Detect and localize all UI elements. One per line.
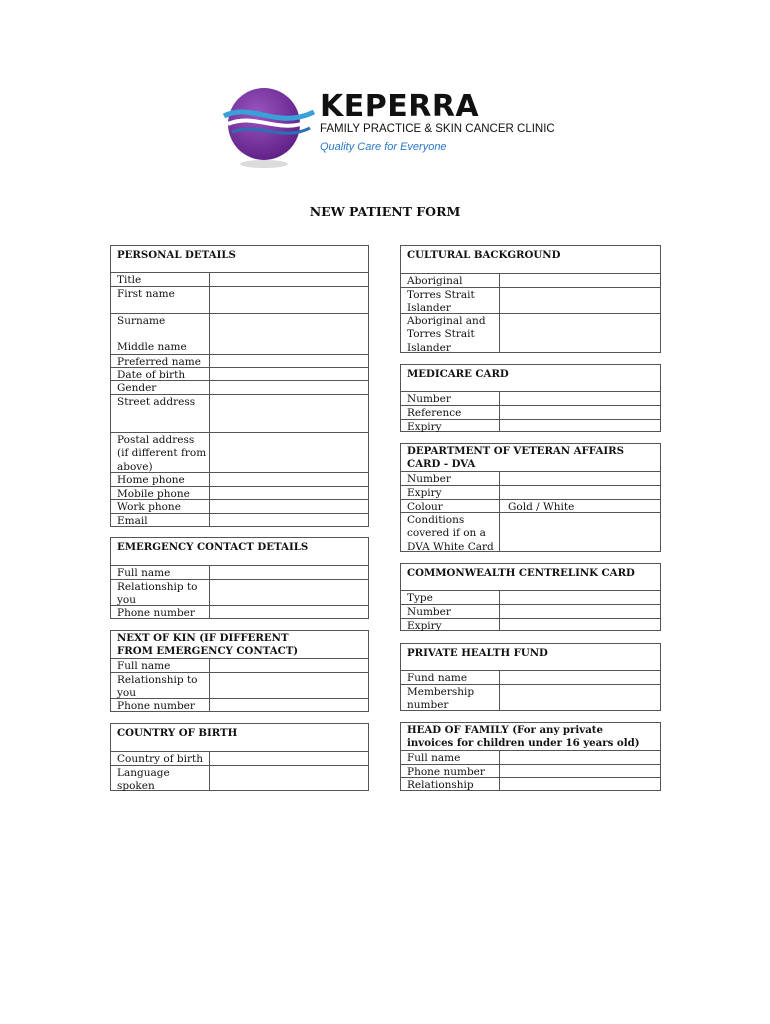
section-heading: HEAD OF FAMILY (For any private invoices for children under 16 years old): [407, 724, 640, 749]
country-of-birth-section: [110, 723, 369, 791]
field-aboriginal-and-torres: Aboriginal and Torres Strait Islander: [401, 313, 660, 353]
centrelink-number-input[interactable]: [499, 605, 660, 618]
field-medicare-expiry: Expiry: [401, 419, 660, 432]
form-title: NEW PATIENT FORM: [309, 204, 461, 219]
country-of-birth-input[interactable]: [209, 752, 368, 765]
street-address-input[interactable]: [209, 395, 368, 432]
clinic-tagline: Quality Care for Everyone: [320, 141, 447, 153]
field-surname: Surname: [111, 313, 368, 340]
field-first-name: First name: [111, 286, 368, 313]
emergency-full-name-input[interactable]: [209, 566, 368, 579]
section-heading: EMERGENCY CONTACT DETAILS: [117, 541, 309, 553]
field-membership-number: Membership number: [401, 684, 660, 711]
dva-colour-input[interactable]: [499, 500, 660, 512]
fund-name-input[interactable]: [499, 671, 660, 684]
section-heading: NEXT OF KIN (IF DIFFERENT FROM EMERGENCY CONTACT): [117, 632, 299, 657]
surname-input[interactable]: [209, 314, 368, 340]
section-heading: PERSONAL DETAILS: [117, 249, 236, 261]
field-hof-phone: Phone number: [401, 764, 660, 777]
clinic-subtitle: FAMILY PRACTICE & SKIN CANCER CLINIC: [320, 123, 555, 135]
next-of-kin-section: [110, 630, 369, 712]
torres-strait-input[interactable]: [499, 288, 660, 313]
first-name-input[interactable]: [209, 287, 368, 313]
clinic-name: KEPERRA: [320, 89, 480, 124]
field-aboriginal: Aboriginal: [401, 273, 660, 287]
field-dva-conditions: Conditions covered if on a DVA White Card: [401, 512, 660, 552]
aboriginal-and-torres-input[interactable]: [499, 314, 660, 353]
cultural-background-section: [400, 245, 661, 353]
section-heading: COMMONWEALTH CENTRELINK CARD: [407, 567, 635, 579]
emergency-relationship-input[interactable]: [209, 580, 368, 605]
field-postal-address: Postal address (if different from above): [111, 432, 368, 472]
hof-relationship-input[interactable]: [499, 778, 660, 791]
section-heading: COUNTRY OF BIRTH: [117, 727, 238, 739]
field-medicare-reference: Reference: [401, 405, 660, 419]
field-torres-strait: Torres Strait Islander: [401, 287, 660, 313]
medicare-reference-input[interactable]: [499, 406, 660, 419]
nok-full-name-input[interactable]: [209, 659, 368, 672]
field-street-address: Street address: [111, 394, 368, 432]
middle-name-input[interactable]: [209, 340, 368, 354]
language-input[interactable]: [209, 766, 368, 791]
email-input[interactable]: [209, 514, 368, 527]
preferred-name-input[interactable]: [209, 355, 368, 367]
medicare-expiry-input[interactable]: [499, 420, 660, 432]
dob-input[interactable]: [209, 368, 368, 380]
gender-input[interactable]: [209, 381, 368, 394]
field-preferred-name: Preferred name: [111, 354, 368, 367]
field-nok-relationship: Relationship to you: [111, 672, 368, 698]
section-heading: PRIVATE HEALTH FUND: [407, 647, 548, 659]
field-title: Title: [111, 272, 368, 286]
field-mobile-phone: Mobile phone: [111, 486, 368, 499]
field-hof-relationship: Relationship: [401, 777, 660, 791]
field-middle-name: Middle name: [111, 340, 368, 354]
medicare-number-input[interactable]: [499, 392, 660, 405]
field-email: Email: [111, 513, 368, 527]
field-home-phone: Home phone: [111, 472, 368, 486]
field-dva-number: Number: [401, 471, 660, 485]
nok-phone-input[interactable]: [209, 699, 368, 712]
home-phone-input[interactable]: [209, 473, 368, 486]
hof-phone-input[interactable]: [499, 765, 660, 777]
field-emergency-full-name: Full name: [111, 565, 368, 579]
private-health-fund-section: [400, 643, 661, 711]
hof-full-name-input[interactable]: [499, 751, 660, 764]
field-medicare-number: Number: [401, 391, 660, 405]
emergency-phone-input[interactable]: [209, 606, 368, 619]
centrelink-card-section: [400, 563, 661, 631]
field-centrelink-number: Number: [401, 604, 660, 618]
section-heading: CULTURAL BACKGROUND: [407, 249, 561, 261]
dva-card-section: [400, 443, 661, 552]
membership-number-input[interactable]: [499, 685, 660, 711]
field-dob: Date of birth: [111, 367, 368, 380]
section-heading: MEDICARE CARD: [407, 368, 509, 380]
dva-conditions-input[interactable]: [499, 513, 660, 552]
centrelink-type-input[interactable]: [499, 591, 660, 604]
field-dva-expiry: Expiry: [401, 485, 660, 499]
field-centrelink-type: Type: [401, 590, 660, 604]
head-of-family-section: [400, 722, 661, 791]
field-work-phone: Work phone: [111, 499, 368, 513]
nok-relationship-input[interactable]: [209, 673, 368, 698]
medicare-card-section: [400, 364, 661, 432]
dva-expiry-input[interactable]: [499, 486, 660, 499]
centrelink-expiry-input[interactable]: [499, 619, 660, 631]
field-nok-phone: Phone number: [111, 698, 368, 712]
field-language: Language spoken: [111, 765, 368, 791]
field-dva-colour: Colour Gold / White: [401, 499, 660, 512]
field-gender: Gender: [111, 380, 368, 394]
title-input[interactable]: [209, 273, 368, 286]
postal-address-input[interactable]: [209, 433, 368, 472]
field-emergency-phone: Phone number: [111, 605, 368, 619]
dva-colour-options: Gold / White: [508, 501, 575, 513]
field-nok-full-name: Full name: [111, 658, 368, 672]
dva-number-input[interactable]: [499, 472, 660, 485]
field-country-of-birth: Country of birth: [111, 751, 368, 765]
emergency-contact-section: [110, 537, 369, 619]
mobile-phone-input[interactable]: [209, 487, 368, 499]
aboriginal-input[interactable]: [499, 274, 660, 287]
field-emergency-relationship: Relationship to you: [111, 579, 368, 605]
personal-details-section: [110, 245, 369, 527]
section-heading: DEPARTMENT OF VETERAN AFFAIRS CARD - DVA: [407, 445, 624, 470]
field-centrelink-expiry: Expiry: [401, 618, 660, 631]
field-hof-full-name: Full name: [401, 750, 660, 764]
work-phone-input[interactable]: [209, 500, 368, 513]
field-fund-name: Fund name: [401, 670, 660, 684]
